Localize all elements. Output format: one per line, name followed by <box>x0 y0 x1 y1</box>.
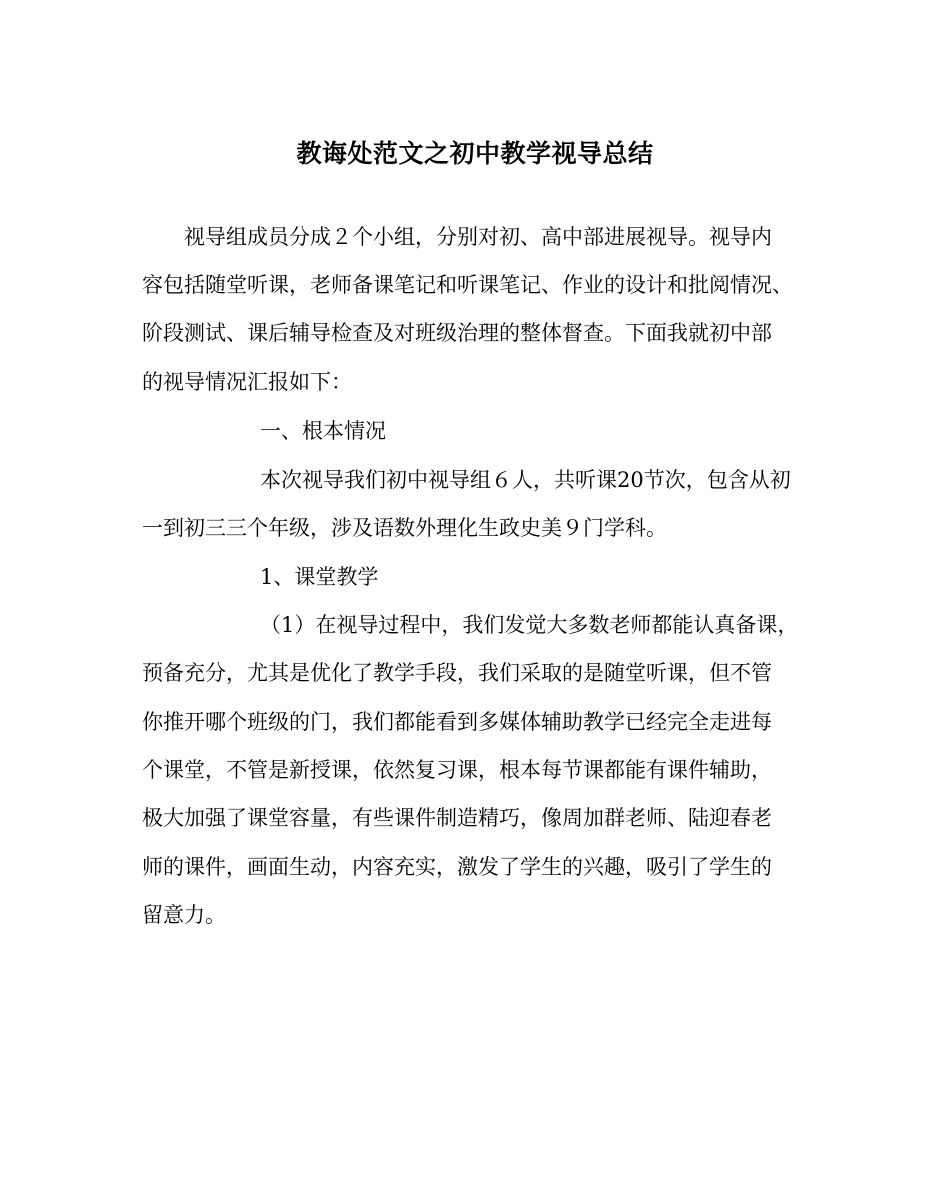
section-heading: 一、根本情况 <box>260 419 386 443</box>
paragraph-line: 留意力。 <box>142 903 226 927</box>
paragraph-line: 阶段测试、课后辅导检查及对班级治理的整体督查。下面我就初中部 <box>142 321 772 345</box>
paragraph-line: 你推开哪个班级的门，我们都能看到多媒体辅助教学已经完全走进每 <box>142 710 772 734</box>
paragraph-line: 视导组成员分成２个小组，分别对初、高中部进展视导。视导内 <box>184 225 772 249</box>
subsection-heading: 1、课堂教学 <box>260 565 379 589</box>
paragraph-line: （1）在视导过程中，我们发觉大多数老师都能认真备课， <box>260 613 799 637</box>
paragraph-line: 师的课件，画面生动，内容充实，激发了学生的兴趣，吸引了学生的 <box>142 855 772 879</box>
paragraph-line: 的视导情况汇报如下： <box>142 370 352 394</box>
paragraph-line: 一到初三三个年级，涉及语数外理化生政史美９门学科。 <box>142 516 667 540</box>
paragraph-line: 极大加强了课堂容量，有些课件制造精巧，像周加群老师、陆迎春老 <box>142 806 772 830</box>
document-title: 教诲处范文之初中教学视导总结 <box>296 139 654 168</box>
paragraph-line: 本次视导我们初中视导组６人，共听课20节次，包含从初 <box>260 468 791 492</box>
paragraph-line: 预备充分，尤其是优化了教学手段，我们采取的是随堂听课，但不管 <box>142 661 772 685</box>
paragraph-line: 个课堂，不管是新授课，依然复习课，根本每节课都能有课件辅助， <box>142 758 772 782</box>
paragraph-line: 容包括随堂听课，老师备课笔记和听课笔记、作业的设计和批阅情况、 <box>142 273 793 297</box>
